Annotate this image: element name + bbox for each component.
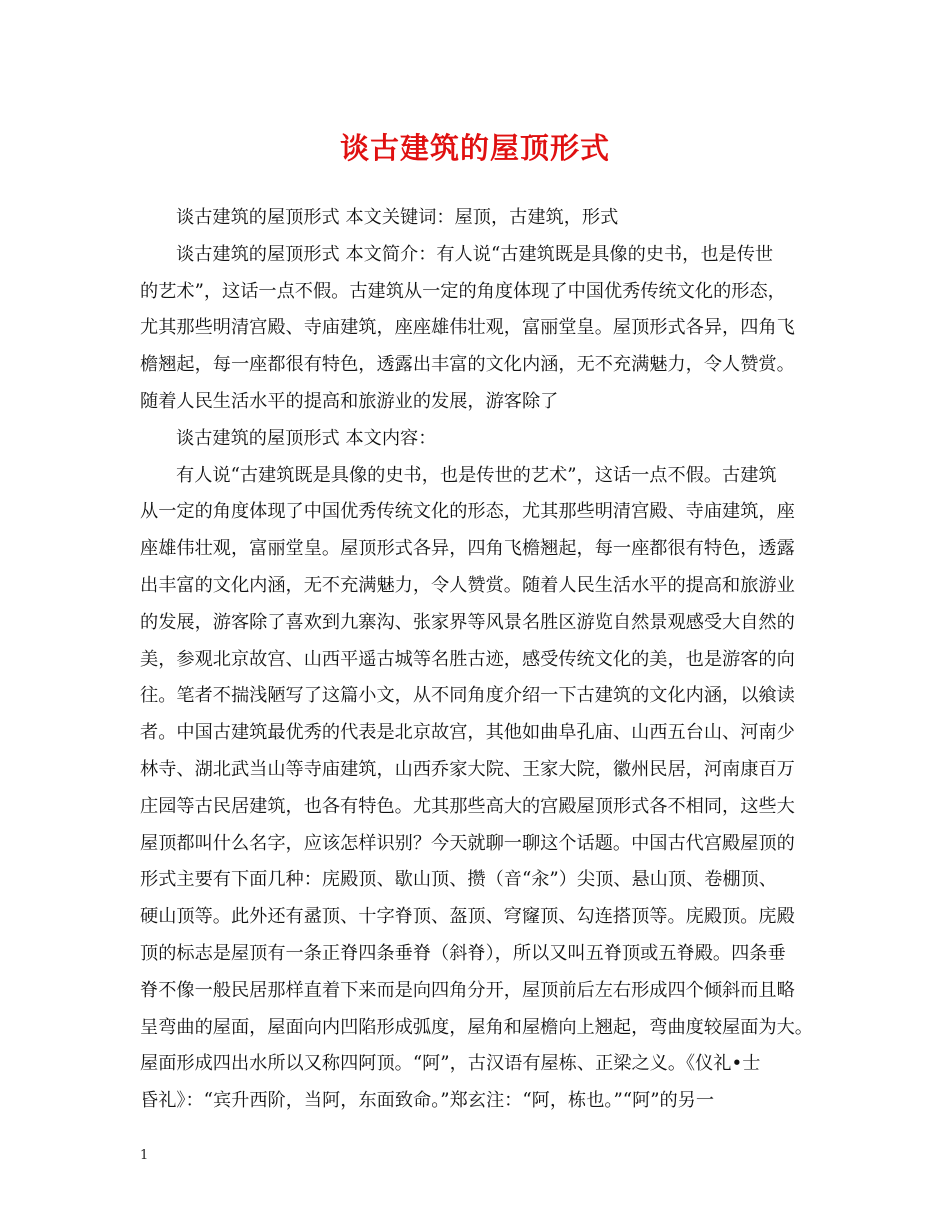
content-line: 从一定的角度体现了中国优秀传统文化的形态，尤其那些明清宫殿、寺庙建筑，座 <box>140 501 795 523</box>
keywords-line: 谈古建筑的屋顶形式 本文关键词：屋顶，古建筑，形式 <box>176 207 619 228</box>
content-line: 座雄伟壮观，富丽堂皇。屋顶形式各异，四角飞檐翘起，每一座都很有特色，透露 <box>140 538 795 560</box>
content-line: 脊不像一般民居那样直着下来而是向四角分开，屋顶前后左右形成四个倾斜而且略 <box>140 979 795 1001</box>
summary-line: 檐翘起，每一座都很有特色，透露出丰富的文化内涵，无不充满魅力，令人赞赏。 <box>140 354 795 376</box>
content-line: 有人说“古建筑既是具像的史书，也是传世的艺术”，这话一点不假。古建筑 <box>176 464 777 486</box>
summary-line: 谈古建筑的屋顶形式 本文简介：有人说“古建筑既是具像的史书，也是传世 <box>176 243 774 265</box>
content-line: 庄园等古民居建筑，也各有特色。尤其那些高大的宫殿屋顶形式各不相同，这些大 <box>140 795 795 817</box>
content-heading-line: 谈古建筑的屋顶形式 本文内容： <box>176 427 437 449</box>
document-body <box>140 200 813 1120</box>
content-line: 昏礼》：“宾升西阶，当阿，东面致命。”郑玄注：“阿，栋也。”“阿”的另一 <box>140 1090 715 1112</box>
content-line: 的发展，游客除了喜欢到九寨沟、张家界等风景名胜区游览自然景观感受大自然的 <box>140 611 795 633</box>
content-line: 出丰富的文化内涵，无不充满魅力，令人赞赏。随着人民生活水平的提高和旅游业 <box>140 574 795 596</box>
page-number: 1 <box>140 1148 149 1163</box>
content-line: 美，参观北京故宫、山西平遥古城等名胜古迹，感受传统文化的美，也是游客的向 <box>140 648 795 670</box>
content-line: 硬山顶等。此外还有盝顶、十字脊顶、盔顶、穹窿顶、勾连搭顶等。庑殿顶。庑殿 <box>140 906 795 928</box>
summary-line: 的艺术”，这话一点不假。古建筑从一定的角度体现了中国优秀传统文化的形态， <box>140 280 786 302</box>
content-line: 往。笔者不揣浅陋写了这篇小文，从不同角度介绍一下古建筑的文化内涵，以飨读 <box>140 685 795 707</box>
summary-line: 尤其那些明清宫殿、寺庙建筑，座座雄伟壮观，富丽堂皇。屋顶形式各异，四角飞 <box>140 317 795 339</box>
content-line: 形式主要有下面几种：庑殿顶、歇山顶、攒（音“汆”）尖顶、悬山顶、卷棚顶、 <box>140 869 777 891</box>
content-line: 呈弯曲的屋面，屋面向内凹陷形成弧度，屋角和屋檐向上翘起，弯曲度较屋面为大。 <box>140 1016 813 1038</box>
content-line: 屋面形成四出水所以又称四阿顶。“阿”，古汉语有屋栋、正梁之义。《仪礼•士 <box>140 1053 761 1075</box>
document-title: 谈古建筑的屋顶形式 <box>339 131 610 165</box>
content-line: 屋顶都叫什么名字，应该怎样识别？今天就聊一聊这个话题。中国古代宫殿屋顶的 <box>140 832 795 854</box>
content-line: 林寺、湖北武当山等寺庙建筑，山西乔家大院、王家大院，徽州民居，河南康百万 <box>140 758 795 780</box>
summary-line: 随着人民生活水平的提高和旅游业的发展，游客除了 <box>140 390 559 412</box>
content-line: 者。中国古建筑最优秀的代表是北京故宫，其他如曲阜孔庙、山西五台山、河南少 <box>140 722 795 744</box>
content-line: 顶的标志是屋顶有一条正脊四条垂脊（斜脊），所以又叫五脊顶或五脊殿。四条垂 <box>140 942 786 964</box>
